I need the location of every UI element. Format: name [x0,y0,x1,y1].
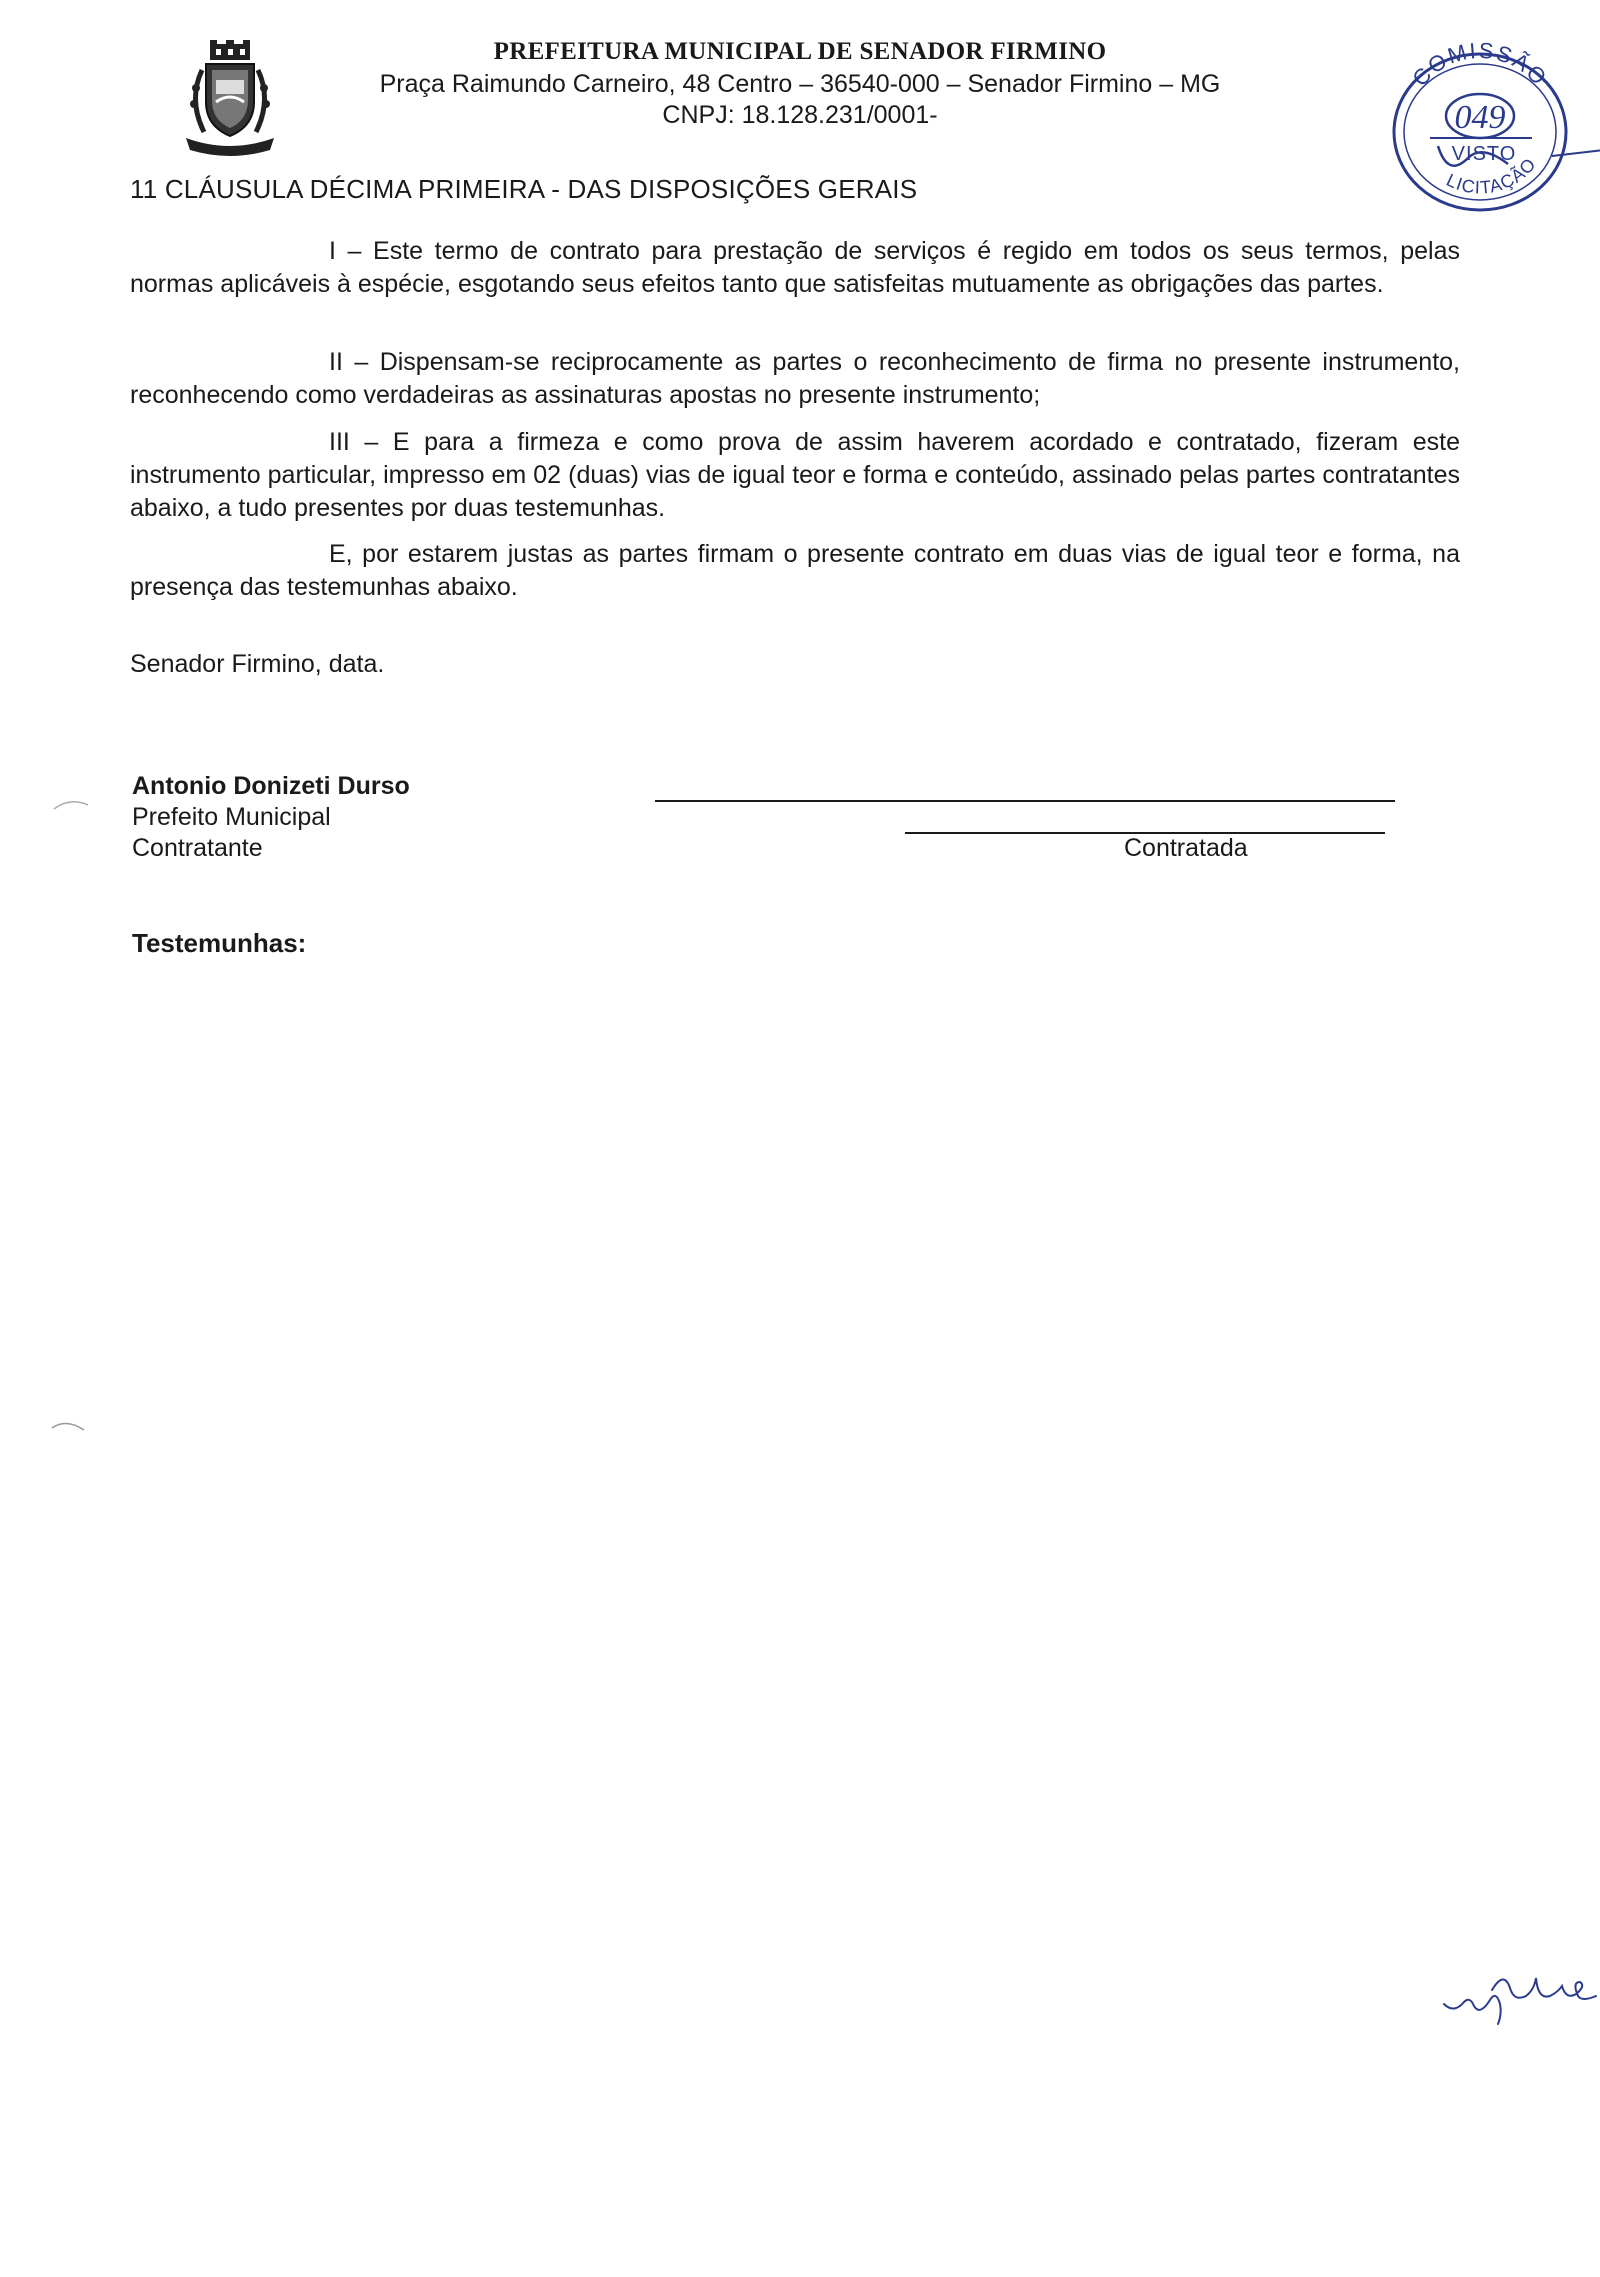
contractor-name: Antonio Donizeti Durso [132,772,410,800]
stamp-top-text: COMISSÃO [1407,37,1553,92]
clause-paragraph-4: E, por estarem justas as partes firmam o presente contrato em duas vias de igual teor e forma, na presença das testemunhas abaixo. [130,540,1460,601]
punch-mark [50,795,100,845]
handwritten-rubric [1440,1960,1600,2030]
contractor-role: Contratante [132,834,263,862]
clause-paragraph-2: II – Dispensam-se reciprocamente as partes o reconhecimento de firma no presente instrumento, reconhecendo como verdadeiras as assinaturas apostas no presente instrumento; [130,348,1460,409]
organization-name: PREFEITURA MUNICIPAL DE SENADOR FIRMINO [493,38,1107,65]
place-date: Senador Firmino, data. [130,650,385,678]
contractor-title: Prefeito Municipal [132,803,331,831]
organization-address: Praça Raimundo Carneiro, 48 Centro – 36540-000 – Senador Firmino – MG [379,70,1221,98]
witnesses-label: Testemunhas: [132,928,307,958]
municipal-coat-of-arms-icon [180,40,280,158]
clause-paragraph-3: III – E para a firmeza e como prova de assim haverem acordado e contratado, fizeram este instrumento particular, impresso em 02 (duas) vias de igual teor e forma e conteúdo, assinado pelas partes contratantes abaixo, a tudo presentes por duas testemunhas. [130,428,1460,522]
clause-paragraph-1: I – Este termo de contrato para prestação de serviços é regido em todos os seus termos, pelas normas aplicáveis à espécie, esgotando seus efeitos tanto que satisfeitas mutuamente as obrigações das partes. [130,237,1460,298]
stamp-mid-text: VISTO [1451,143,1517,165]
commission-stamp [1372,28,1600,214]
punch-mark [50,1412,100,1452]
clause-title: 11 CLÁUSULA DÉCIMA PRIMEIRA - DAS DISPOSIÇÕES GERAIS [130,174,918,204]
stamp-number: 049 [1454,99,1506,136]
signature-line-contractor [655,800,1395,802]
organization-cnpj: CNPJ: 18.128.231/0001- [662,101,938,129]
stamp-bottom-text: LICITAÇÃO [1443,153,1541,198]
contracted-label: Contratada [1124,834,1248,862]
